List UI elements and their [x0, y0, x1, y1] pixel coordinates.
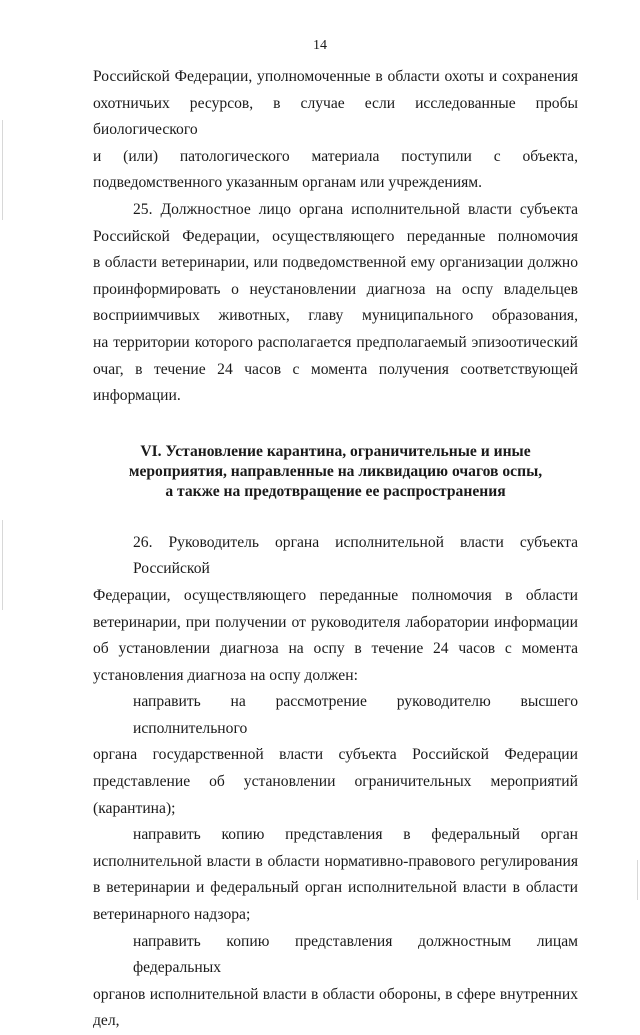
text-line: органов исполнительной власти в области обороны, в сфере внутренних дел, [93, 985, 578, 1030]
text-line: Российской Федерации, осуществляющего переданные полномочия [93, 227, 578, 245]
text-line: очаг, в течение 24 часов с момента получения соответствующей [93, 360, 578, 378]
page-number: 14 [313, 38, 327, 53]
heading-line: мероприятия, направленные на ликвидацию очагов оспы, [128, 462, 543, 480]
text-line: в ветеринарии и федеральный орган исполнительной власти в области [93, 879, 578, 897]
scan-edge-mark [2, 520, 3, 610]
text-line: ветеринарного надзора; [93, 906, 251, 924]
text-line: в области ветеринарии, или подведомственной ему организации должно [93, 254, 578, 272]
text-line: проинформировать о неустановлении диагноза на оспу владельцев [93, 280, 578, 298]
text-line: направить на рассмотрение руководителю высшего исполнительного [133, 693, 578, 737]
paragraph-continuation [93, 64, 578, 197]
text-line: подведомственного указанным органам или учреждениям. [93, 174, 483, 192]
text-line: восприимчивых животных, главу муниципального образования, [93, 307, 578, 325]
text-line: ветеринарии, при получении от руководителя лаборатории информации [93, 613, 578, 631]
scan-edge-mark [637, 860, 638, 900]
text-line: Федерации, осуществляющего переданные полномочия в области [93, 586, 578, 604]
text-line: исполнительной власти в области нормативно-правового регулирования [93, 852, 578, 870]
text-line: охотничьих ресурсов, в случае если исследованные пробы биологического [93, 94, 578, 139]
heading-line: а также на предотвращение ее распространения [165, 482, 506, 500]
paragraph-26 [93, 530, 578, 690]
paragraph-26-item-3 [93, 929, 578, 1035]
section-heading [93, 442, 578, 502]
text-line: направить копию представления в федеральный орган [133, 826, 578, 844]
scan-edge-mark [2, 120, 3, 220]
document-body [93, 64, 578, 1035]
text-line: 25. Должностное лицо органа исполнительной власти субъекта [133, 200, 578, 218]
paragraph-25 [93, 197, 578, 410]
text-line: представление об установлении ограничительных мероприятий [93, 773, 578, 791]
paragraph-26-item-1 [93, 689, 578, 822]
text-line: направить копию представления должностным лицам федеральных [133, 932, 578, 977]
text-line: и (или) патологического материала поступили с объекта, [93, 147, 578, 165]
text-line: Российской Федерации, уполномоченные в области охоты и сохранения [93, 68, 578, 85]
text-line: информации. [93, 387, 181, 405]
text-line: установления диагноза на оспу должен: [93, 666, 358, 684]
text-line: органа государственной власти субъекта Российской Федерации [93, 746, 578, 764]
text-line: на территории которого располагается предполагаемый эпизоотический [93, 333, 578, 351]
paragraph-26-item-2 [93, 822, 578, 928]
text-line: об установлении диагноза на оспу в течение 24 часов с момента [93, 640, 578, 658]
heading-line: VI. Установление карантина, ограничительные и иные [140, 442, 531, 460]
text-line: (карантина); [93, 799, 176, 817]
text-line: 26. Руководитель органа исполнительной власти субъекта Российской [133, 533, 578, 578]
